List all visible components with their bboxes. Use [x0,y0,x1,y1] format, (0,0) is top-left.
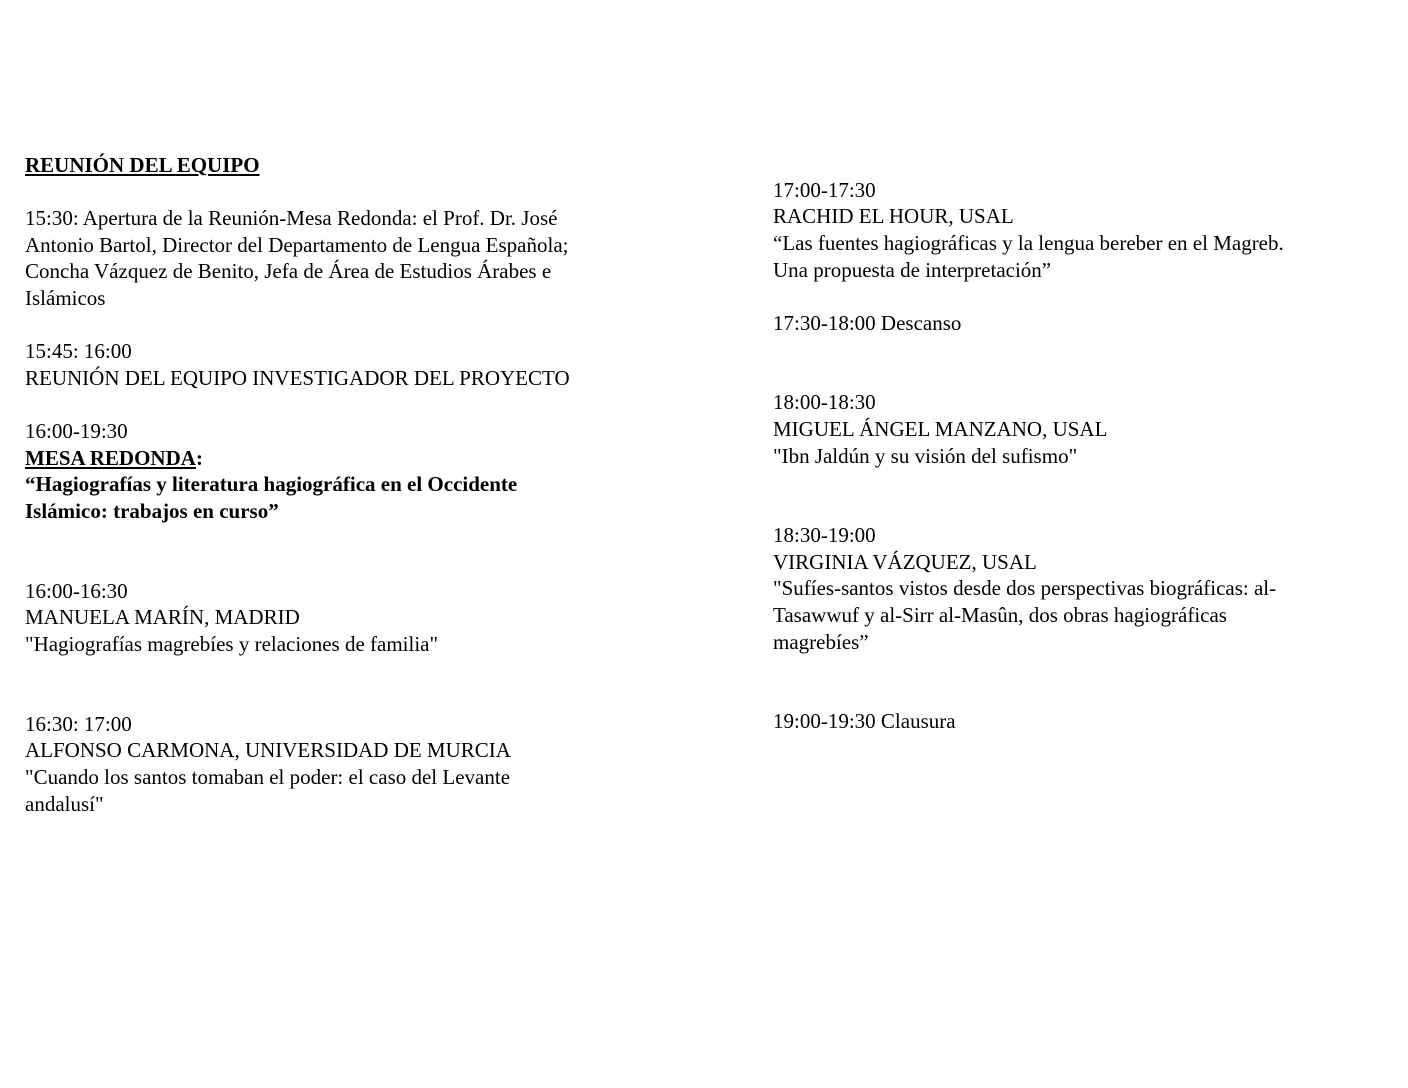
talk-title-line: andalusí" [25,792,104,816]
opening-line: Islámicos [25,286,106,310]
talk-speaker: VIRGINIA VÁZQUEZ, USAL [773,550,1037,574]
opening-line: Antonio Bartol, Director del Departamento de Lengua Española; [25,233,569,257]
section-heading: REUNIÓN DEL EQUIPO [25,153,260,177]
round-table-title-line: Islámico: trabajos en curso” [25,499,279,523]
opening-line: 15:30: Apertura de la Reunión-Mesa Redonda: el Prof. Dr. José [25,206,558,230]
round-table-title-line: “Hagiografías y literatura hagiográfica en el Occidente [25,472,518,496]
talk-time: 16:30: 17:00 [25,712,132,736]
round-table-label-text: MESA REDONDA [25,446,196,470]
talk-title-line: Tasawwuf y al-Sirr al-Masûn, dos obras hagiográficas [773,603,1227,627]
talk-speaker: ALFONSO CARMONA, UNIVERSIDAD DE MURCIA [25,738,511,762]
talk-title: "Ibn Jaldún y su visión del sufismo" [773,444,1078,468]
talk-title-line: magrebíes” [773,630,869,654]
talk-time: 18:30-19:00 [773,523,876,547]
session-time: 15:45: 16:00 [25,339,132,363]
closing-item: 19:00-19:30 Clausura [773,709,956,733]
talk-time: 17:00-17:30 [773,178,876,202]
talk-title-line: "Sufíes-santos vistos desde dos perspectivas biográficas: al- [773,576,1277,600]
session-time: 16:00-19:30 [25,419,128,443]
break-item: 17:30-18:00 Descanso [773,311,962,335]
round-table-label [25,445,203,472]
round-table-label-suffix: : [195,446,203,470]
session-title: REUNIÓN DEL EQUIPO INVESTIGADOR DEL PROYECTO [25,366,570,390]
talk-title: "Hagiografías magrebíes y relaciones de familia" [25,632,439,656]
talk-speaker: MANUELA MARÍN, MADRID [25,605,300,629]
opening-line: Concha Vázquez de Benito, Jefa de Área de Estudios Árabes e [25,259,552,283]
talk-speaker: RACHID EL HOUR, USAL [773,204,1014,228]
talk-title-line: “Las fuentes hagiográficas y la lengua bereber en el Magreb. [773,231,1284,255]
talk-time: 16:00-16:30 [25,579,128,603]
talk-title-line: Una propuesta de interpretación” [773,258,1052,282]
talk-speaker: MIGUEL ÁNGEL MANZANO, USAL [773,417,1108,441]
talk-time: 18:00-18:30 [773,390,876,414]
talk-title-line: "Cuando los santos tomaban el poder: el caso del Levante [25,765,511,789]
